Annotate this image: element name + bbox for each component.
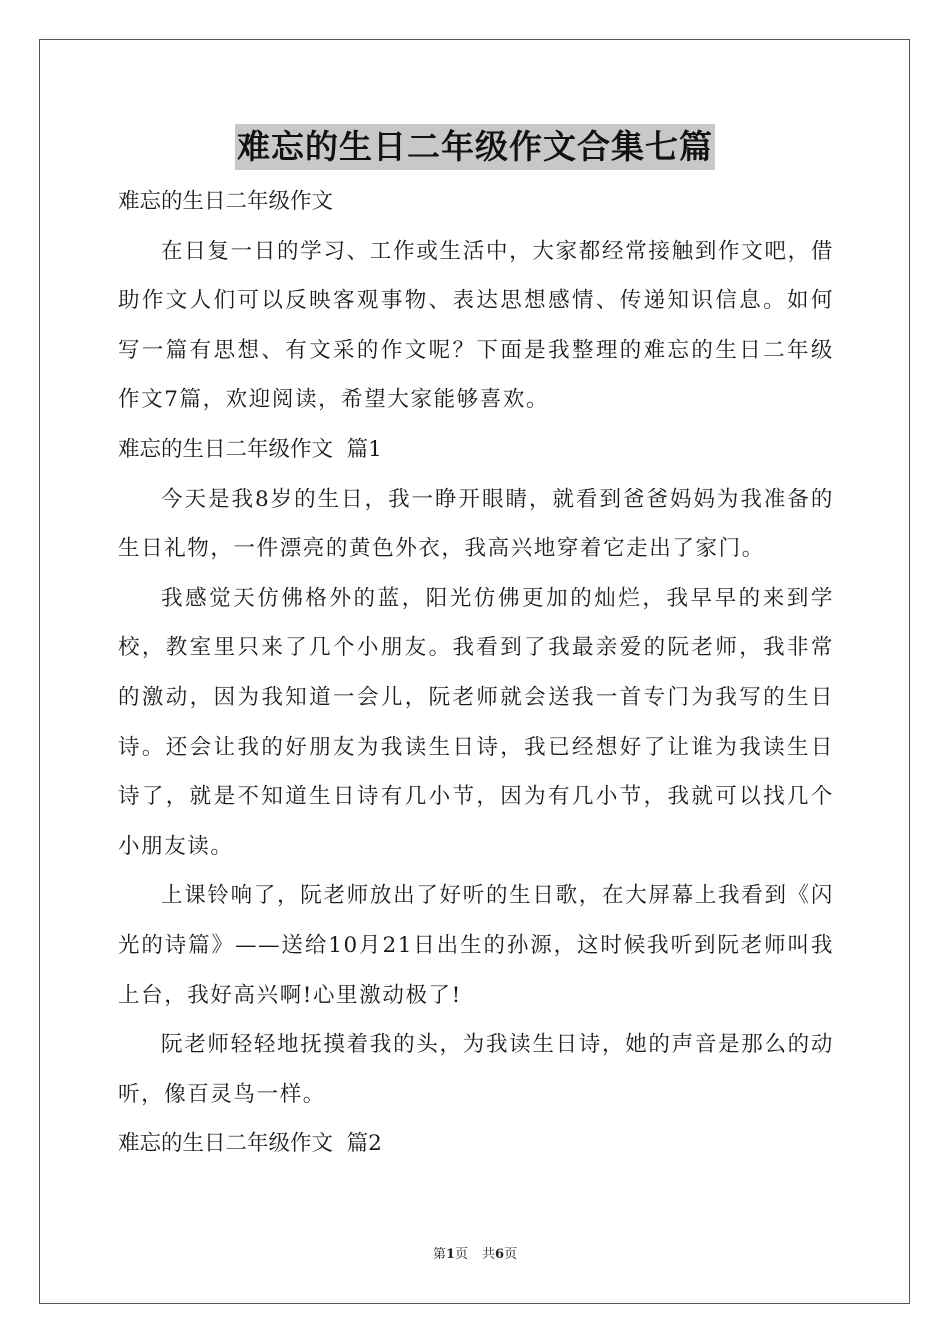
total-prefix: 共 [482,1247,496,1262]
intro-heading: 难忘的生日二年级作文 [118,189,334,214]
section-heading-1: 难忘的生日二年级作文 篇1 [118,436,382,462]
intro-paragraph: 在日复一日的学习、工作或生活中，大家都经常接触到作文吧，借助作文人们可以反映客观事物、表达思想感情、传递知识信息。如何写一篇有思想、有文采的作文呢？下面是我整理的难忘的生日二年级作文7篇，欢迎阅读，希望大家能够喜欢。 [118,238,834,413]
total-suffix: 页 [504,1247,518,1262]
page-prefix: 第 [432,1247,446,1262]
section-heading-2: 难忘的生日二年级作文 篇2 [118,1131,382,1157]
section-1-paragraph-4: 阮老师轻轻地抚摸着我的头，为我读生日诗，她的声音是那么的动听，像百灵鸟一样。 [118,1032,834,1107]
page-footer [0,1245,950,1265]
document-body [118,177,834,1169]
section-1-paragraph-1: 今天是我8岁的生日，我一睁开眼睛，就看到爸爸妈妈为我准备的生日礼物，一件漂亮的黄色外衣，我高兴地穿着它走出了家门。 [118,486,834,562]
current-page-number: 1 [445,1247,455,1262]
document-title: 难忘的生日二年级作文合集七篇 [235,124,715,170]
title-container [0,124,950,170]
section-1-paragraph-2: 我感觉天仿佛格外的蓝，阳光仿佛更加的灿烂，我早早的来到学校，教室里只来了几个小朋友。我看到了我最亲爱的阮老师，我非常的激动，因为我知道一会儿，阮老师就会送我一首专门为我写的生日诗。还会让我的好朋友为我读生日诗，我已经想好了让谁为我读生日诗了，就是不知道生日诗有几小节，因为有几小节，我就可以找几个小朋友读。 [118,585,834,859]
total-pages-number: 6 [495,1247,505,1262]
page-suffix: 页 [454,1247,468,1262]
section-1-paragraph-3: 上课铃响了，阮老师放出了好听的生日歌，在大屏幕上我看到《闪光的诗篇》——送给10月21日出生的孙源，这时候我听到阮老师叫我上台，我好高兴啊!心里激动极了! [118,883,834,1008]
